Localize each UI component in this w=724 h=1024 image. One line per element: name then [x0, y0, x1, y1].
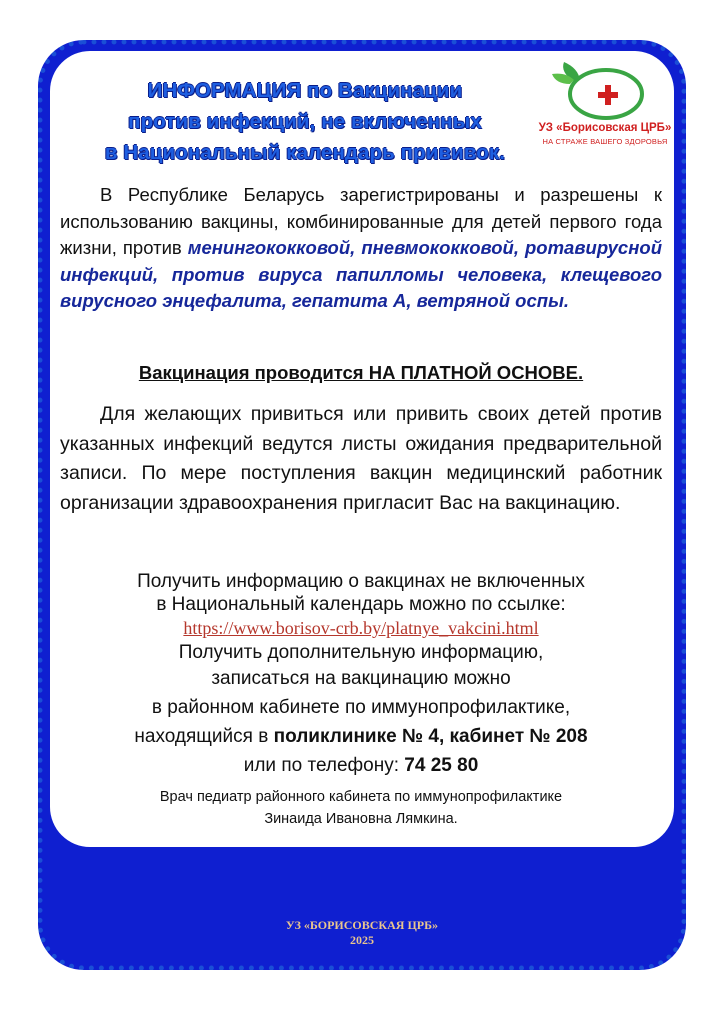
footer	[50, 918, 674, 948]
paragraph1-highlight: менингококковой, пневмококковой, ротавирусной инфекций, против вируса папилломы человека, клещевого вирусного энцефалита, гепатита А, ветряной оспы.	[60, 237, 662, 311]
footer-year: 2025	[350, 933, 374, 947]
info-line-5: в районном кабинете по иммунопрофилактике,	[151, 697, 571, 718]
location-prefix: находящийся в	[134, 726, 274, 747]
title-line-3: в Национальный календарь прививок.	[104, 141, 506, 164]
hospital-logo	[530, 62, 680, 152]
title-line-1: ИНФОРМАЦИЯ по Вакцинации	[147, 79, 463, 102]
doctor-title: Врач педиатр районного кабинета по иммунопрофилактике	[159, 789, 563, 805]
location-clinic: поликлинике № 4, кабинет № 208	[273, 726, 588, 747]
info-line-2: в Национальный календарь можно по ссылке:	[156, 594, 566, 615]
title-line-2: против инфекций, не включенных	[128, 110, 482, 133]
paid-notice: Вакцинация проводится НА ПЛАТНОЙ ОСНОВЕ.	[138, 362, 584, 383]
paragraph1-text: В Республике Беларусь зарегистрированы и разрешены к использованию вакцины, комбинированные для детей первого года жизни, против	[60, 184, 662, 258]
logo-slogan: НА СТРАЖЕ ВАШЕГО ЗДОРОВЬЯ	[542, 137, 668, 146]
phone-prefix: или по телефону:	[243, 755, 405, 776]
registration-paragraph	[60, 182, 662, 315]
contact-info	[60, 570, 662, 780]
page-title	[60, 75, 550, 168]
info-line-4: записаться на вакцинацию можно	[211, 668, 511, 689]
info-line-6	[60, 722, 662, 751]
info-line-7	[60, 751, 662, 780]
waiting-list-paragraph	[60, 400, 662, 518]
phone-number: 74 25 80	[404, 755, 479, 776]
logo-emblem-icon	[530, 62, 680, 122]
paragraph2-text: Для желающих привиться или привить своих детей против указанных инфекций ведутся листы ожидания предварительной записи. По мере поступления вакцин медицинский работник организации здравоохранения пригласит Вас на вакцинацию.	[60, 403, 662, 514]
doctor-name: Зинаида Ивановна Лямкина.	[264, 811, 458, 827]
info-line-1: Получить информацию о вакцинах не включенных	[137, 571, 585, 592]
vaccines-link[interactable]: https://www.borisov-crb.by/platnye_vakcini.html	[183, 618, 539, 638]
info-line-3: Получить дополнительную информацию,	[178, 642, 544, 663]
doctor-signature	[60, 786, 662, 830]
footer-org: УЗ «БОРИСОВСКАЯ ЦРБ»	[285, 918, 439, 932]
logo-name: УЗ «Борисовская ЦРБ»	[538, 122, 672, 134]
